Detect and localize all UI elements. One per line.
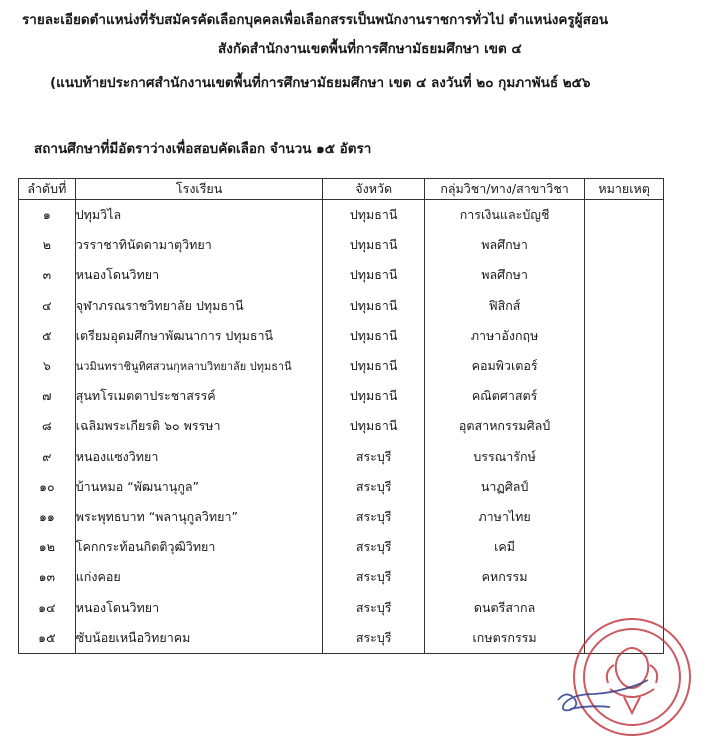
province: ปทุมธานี (323, 230, 424, 260)
table-row (19, 200, 664, 231)
school-name: บ้านหมอ “พัฒนานุกูล” (75, 472, 323, 502)
table-row (19, 502, 664, 532)
school-name: เตรียมอุดมศึกษาพัฒนาการ ปทุมธานี (75, 321, 323, 351)
row-number: ๑๒ (19, 532, 76, 562)
table-row (19, 472, 664, 502)
subject-area: อุตสาหกรรมศิลป์ (424, 411, 584, 441)
column-header-note: หมายเหตุ (585, 179, 664, 200)
subject-area: เกษตรกรรม (424, 623, 584, 654)
table-header-row (19, 179, 664, 200)
row-number: ๖ (19, 351, 76, 381)
subject-area: พลศึกษา (424, 260, 584, 290)
vacancy-table (18, 178, 664, 654)
header-title-line2: สังกัดสำนักงานเขตพื้นที่การศึกษามัธยมศึกษา เขต ๔ (218, 41, 522, 57)
school-name: โคกกระท้อนกิตติวุฒิวิทยา (75, 532, 323, 562)
school-name: ซับน้อยเหนือวิทยาคม (75, 623, 323, 654)
remark (585, 532, 664, 562)
row-number: ๗ (19, 381, 76, 411)
remark (585, 472, 664, 502)
row-number: ๑๕ (19, 623, 76, 654)
header-title-line1: รายละเอียดตำแหน่งที่รับสมัครคัดเลือกบุคคลเพื่อเลือกสรรเป็นพนักงานราชการทั่วไป ตำแหน่งครูผู้สอน (22, 12, 609, 28)
remark (585, 321, 664, 351)
remark (585, 381, 664, 411)
province: สระบุรี (323, 502, 424, 532)
subject-area: คหกรรม (424, 562, 584, 592)
school-name: หนองโดนวิทยา (75, 260, 323, 290)
subject-area: คณิตศาสตร์ (424, 381, 584, 411)
row-number: ๑๑ (19, 502, 76, 532)
remark (585, 351, 664, 381)
subject-area: การเงินและบัญชี (424, 200, 584, 231)
province: ปทุมธานี (323, 291, 424, 321)
remark (585, 230, 664, 260)
table-row (19, 411, 664, 441)
remark (585, 562, 664, 592)
province: ปทุมธานี (323, 200, 424, 231)
province: ปทุมธานี (323, 351, 424, 381)
subject-area: ภาษาไทย (424, 502, 584, 532)
school-name: ปทุมวิไล (75, 200, 323, 231)
table-row (19, 291, 664, 321)
row-number: ๕ (19, 321, 76, 351)
subject-area: ฟิสิกส์ (424, 291, 584, 321)
school-name: สุนทโรเมตตาประชาสรรค์ (75, 381, 323, 411)
row-number: ๒ (19, 230, 76, 260)
table-row (19, 562, 664, 592)
subject-area: ดนตรีสากล (424, 592, 584, 622)
table-body (19, 200, 664, 654)
table-row (19, 532, 664, 562)
row-number: ๙ (19, 442, 76, 472)
table-row (19, 381, 664, 411)
remark (585, 200, 664, 231)
school-name: นวมินทราชินูทิศสวนกุหลาบวิทยาลัย ปทุมธานี (75, 351, 323, 381)
row-number: ๑๐ (19, 472, 76, 502)
table-row (19, 351, 664, 381)
subject-area: คอมพิวเตอร์ (424, 351, 584, 381)
subject-area: บรรณารักษ์ (424, 442, 584, 472)
school-name: พระพุทธบาท “พลานุกูลวิทยา” (75, 502, 323, 532)
subject-area: เคมี (424, 532, 584, 562)
row-number: ๑๓ (19, 562, 76, 592)
table-row (19, 260, 664, 290)
remark (585, 260, 664, 290)
province: ปทุมธานี (323, 381, 424, 411)
province: สระบุรี (323, 532, 424, 562)
province: สระบุรี (323, 442, 424, 472)
table-row (19, 442, 664, 472)
table-row (19, 230, 664, 260)
official-seal-stamp (540, 605, 700, 740)
subject-area: นาฏศิลป์ (424, 472, 584, 502)
header-title-line3: (แนบท้ายประกาศสำนักงานเขตพื้นที่การศึกษามัธยมศึกษา เขต ๔ ลงวันที่ ๒๐ กุมภาพันธ์ ๒๕๖ (50, 75, 591, 91)
province: สระบุรี (323, 562, 424, 592)
school-name: แก่งคอย (75, 562, 323, 592)
row-number: ๘ (19, 411, 76, 441)
table-row (19, 321, 664, 351)
province: สระบุรี (323, 623, 424, 654)
remark (585, 411, 664, 441)
remark (585, 291, 664, 321)
school-name: เฉลิมพระเกียรติ ๖๐ พรรษา (75, 411, 323, 441)
row-number: ๓ (19, 260, 76, 290)
vacancy-summary: สถานศึกษาที่มีอัตราว่างเพื่อสอบคัดเลือก จำนวน ๑๕ อัตรา (34, 141, 372, 157)
remark (585, 502, 664, 532)
row-number: ๑ (19, 200, 76, 231)
school-name: วรราชาทินัดดามาตุวิทยา (75, 230, 323, 260)
province: ปทุมธานี (323, 411, 424, 441)
subject-area: พลศึกษา (424, 230, 584, 260)
province: สระบุรี (323, 472, 424, 502)
column-header-no: ลำดับที่ (19, 179, 76, 200)
subject-area: ภาษาอังกฤษ (424, 321, 584, 351)
column-header-school: โรงเรียน (75, 179, 323, 200)
school-name: หนองโดนวิทยา (75, 592, 323, 622)
row-number: ๔ (19, 291, 76, 321)
school-name: จุฬาภรณราชวิทยาลัย ปทุมธานี (75, 291, 323, 321)
row-number: ๑๔ (19, 592, 76, 622)
province: สระบุรี (323, 592, 424, 622)
remark (585, 442, 664, 472)
school-name: หนองแซงวิทยา (75, 442, 323, 472)
province: ปทุมธานี (323, 260, 424, 290)
column-header-province: จังหวัด (323, 179, 424, 200)
province: ปทุมธานี (323, 321, 424, 351)
column-header-subject: กลุ่มวิชา/ทาง/สาขาวิชา (424, 179, 584, 200)
